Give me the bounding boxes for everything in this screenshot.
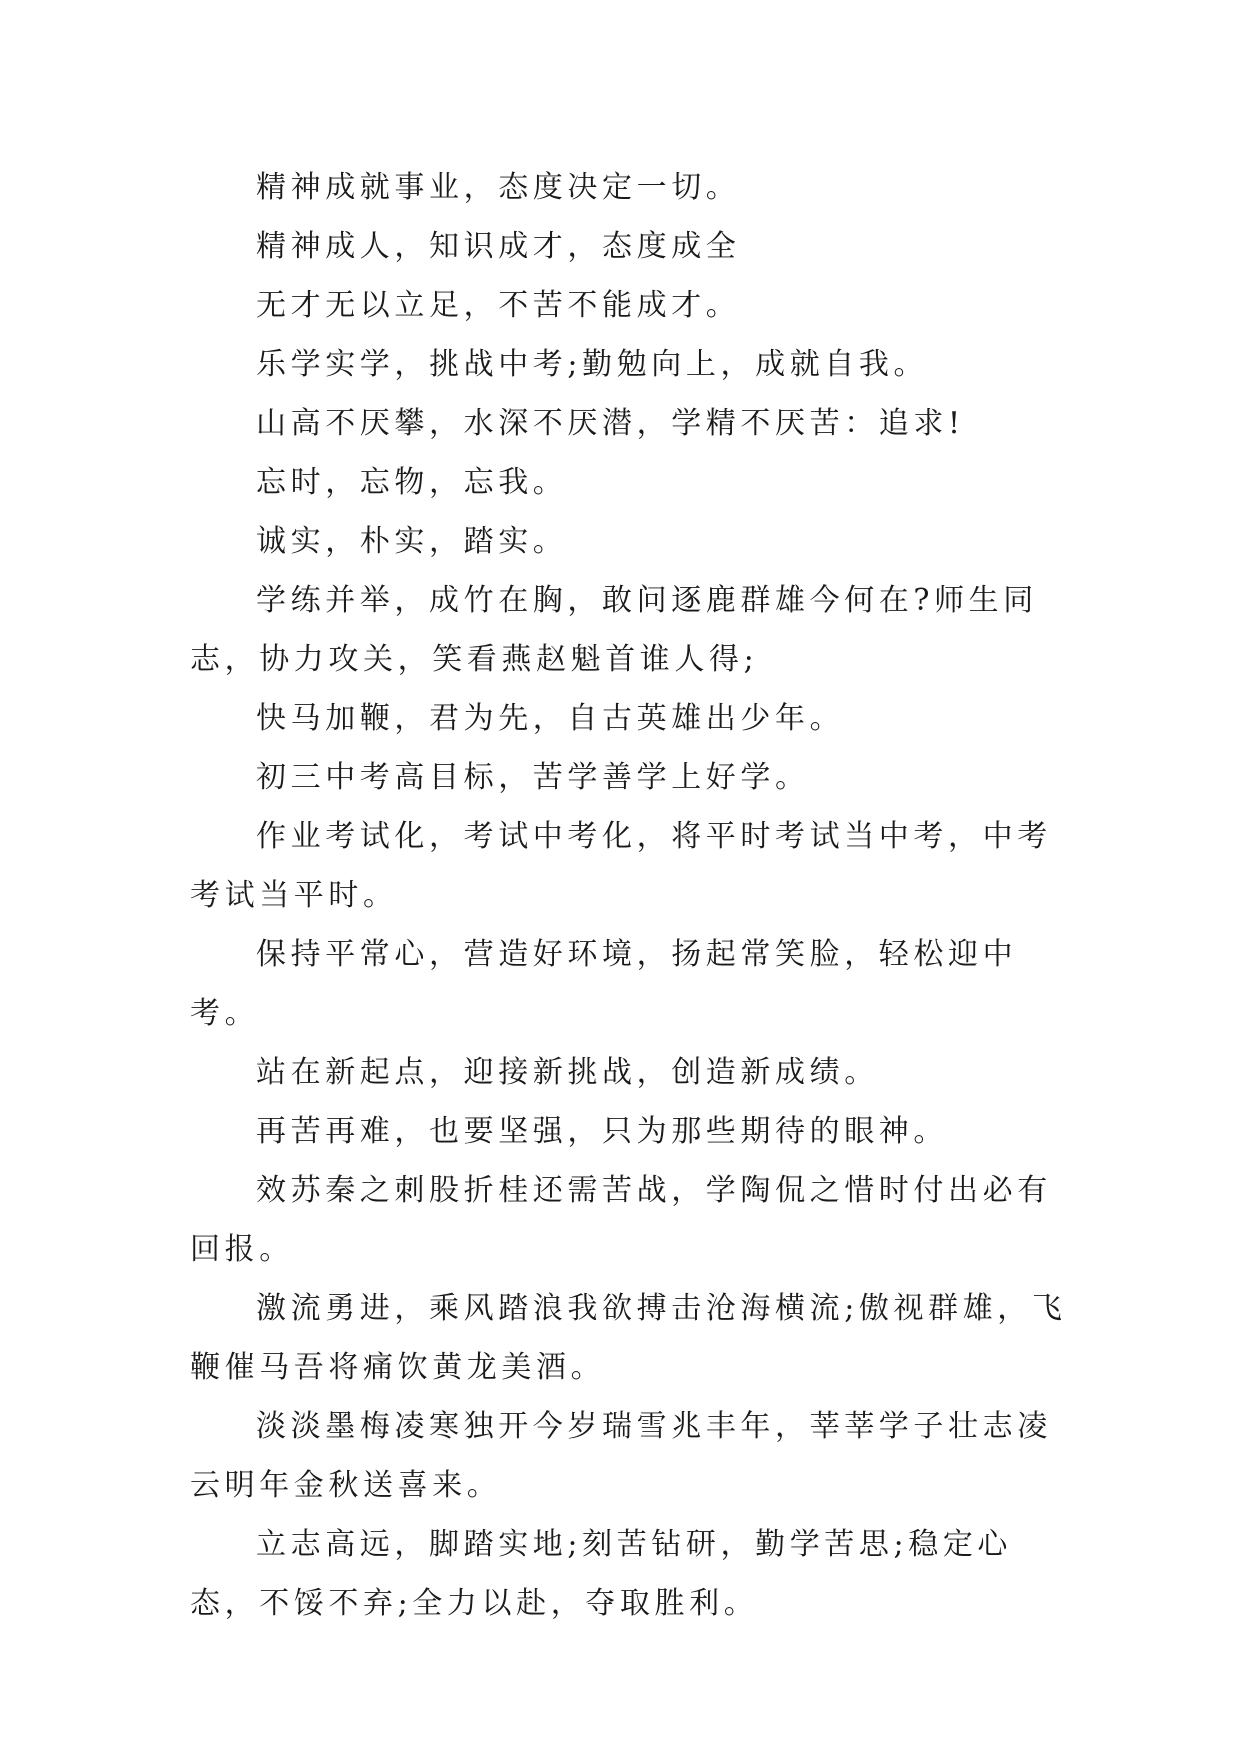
paragraph: 精神成就事业，态度决定一切。 xyxy=(256,170,741,205)
paragraph: 诚实，朴实，踏实。 xyxy=(256,524,568,559)
paragraph: 再苦再难，也要坚强，只为那些期待的眼神。 xyxy=(256,1114,948,1149)
paragraph: 激流勇进，乘风踏浪我欲搏击沧海横流;傲视群雄，飞鞭催马吾将痛饮黄龙美酒。 xyxy=(190,1291,1067,1385)
document-body xyxy=(190,158,1076,1633)
paragraph: 精神成人，知识成才，态度成全 xyxy=(256,229,741,264)
paragraph: 山高不厌攀，水深不厌潜，学精不厌苦：追求! xyxy=(256,406,965,441)
paragraph: 无才无以立足，不苦不能成才。 xyxy=(256,288,741,323)
paragraph: 保持平常心，营造好环境，扬起常笑脸，轻松迎中考。 xyxy=(190,937,1018,1031)
paragraph: 乐学实学，挑战中考;勤勉向上，成就自我。 xyxy=(256,347,929,382)
paragraph: 学练并举，成竹在胸，敢问逐鹿群雄今何在?师生同志，协力攻关，笑看燕赵魁首谁人得; xyxy=(190,583,1038,677)
paragraph: 效苏秦之刺股折桂还需苦战，学陶侃之惜时付出必有回报。 xyxy=(190,1173,1052,1267)
paragraph: 淡淡墨梅凌寒独开今岁瑞雪兆丰年，莘莘学子壮志凌云明年金秋送喜来。 xyxy=(190,1409,1052,1503)
paragraph: 快马加鞭，君为先，自古英雄出少年。 xyxy=(256,701,845,736)
paragraph: 立志高远，脚踏实地;刻苦钻研，勤学苦思;稳定心态，不馁不弃;全力以赴，夺取胜利。 xyxy=(190,1527,1013,1621)
paragraph: 忘时，忘物，忘我。 xyxy=(256,465,568,500)
paragraph: 初三中考高目标，苦学善学上好学。 xyxy=(256,760,810,795)
paragraph: 站在新起点，迎接新挑战，创造新成绩。 xyxy=(256,1055,879,1090)
paragraph: 作业考试化，考试中考化，将平时考试当中考，中考考试当平时。 xyxy=(190,819,1052,913)
